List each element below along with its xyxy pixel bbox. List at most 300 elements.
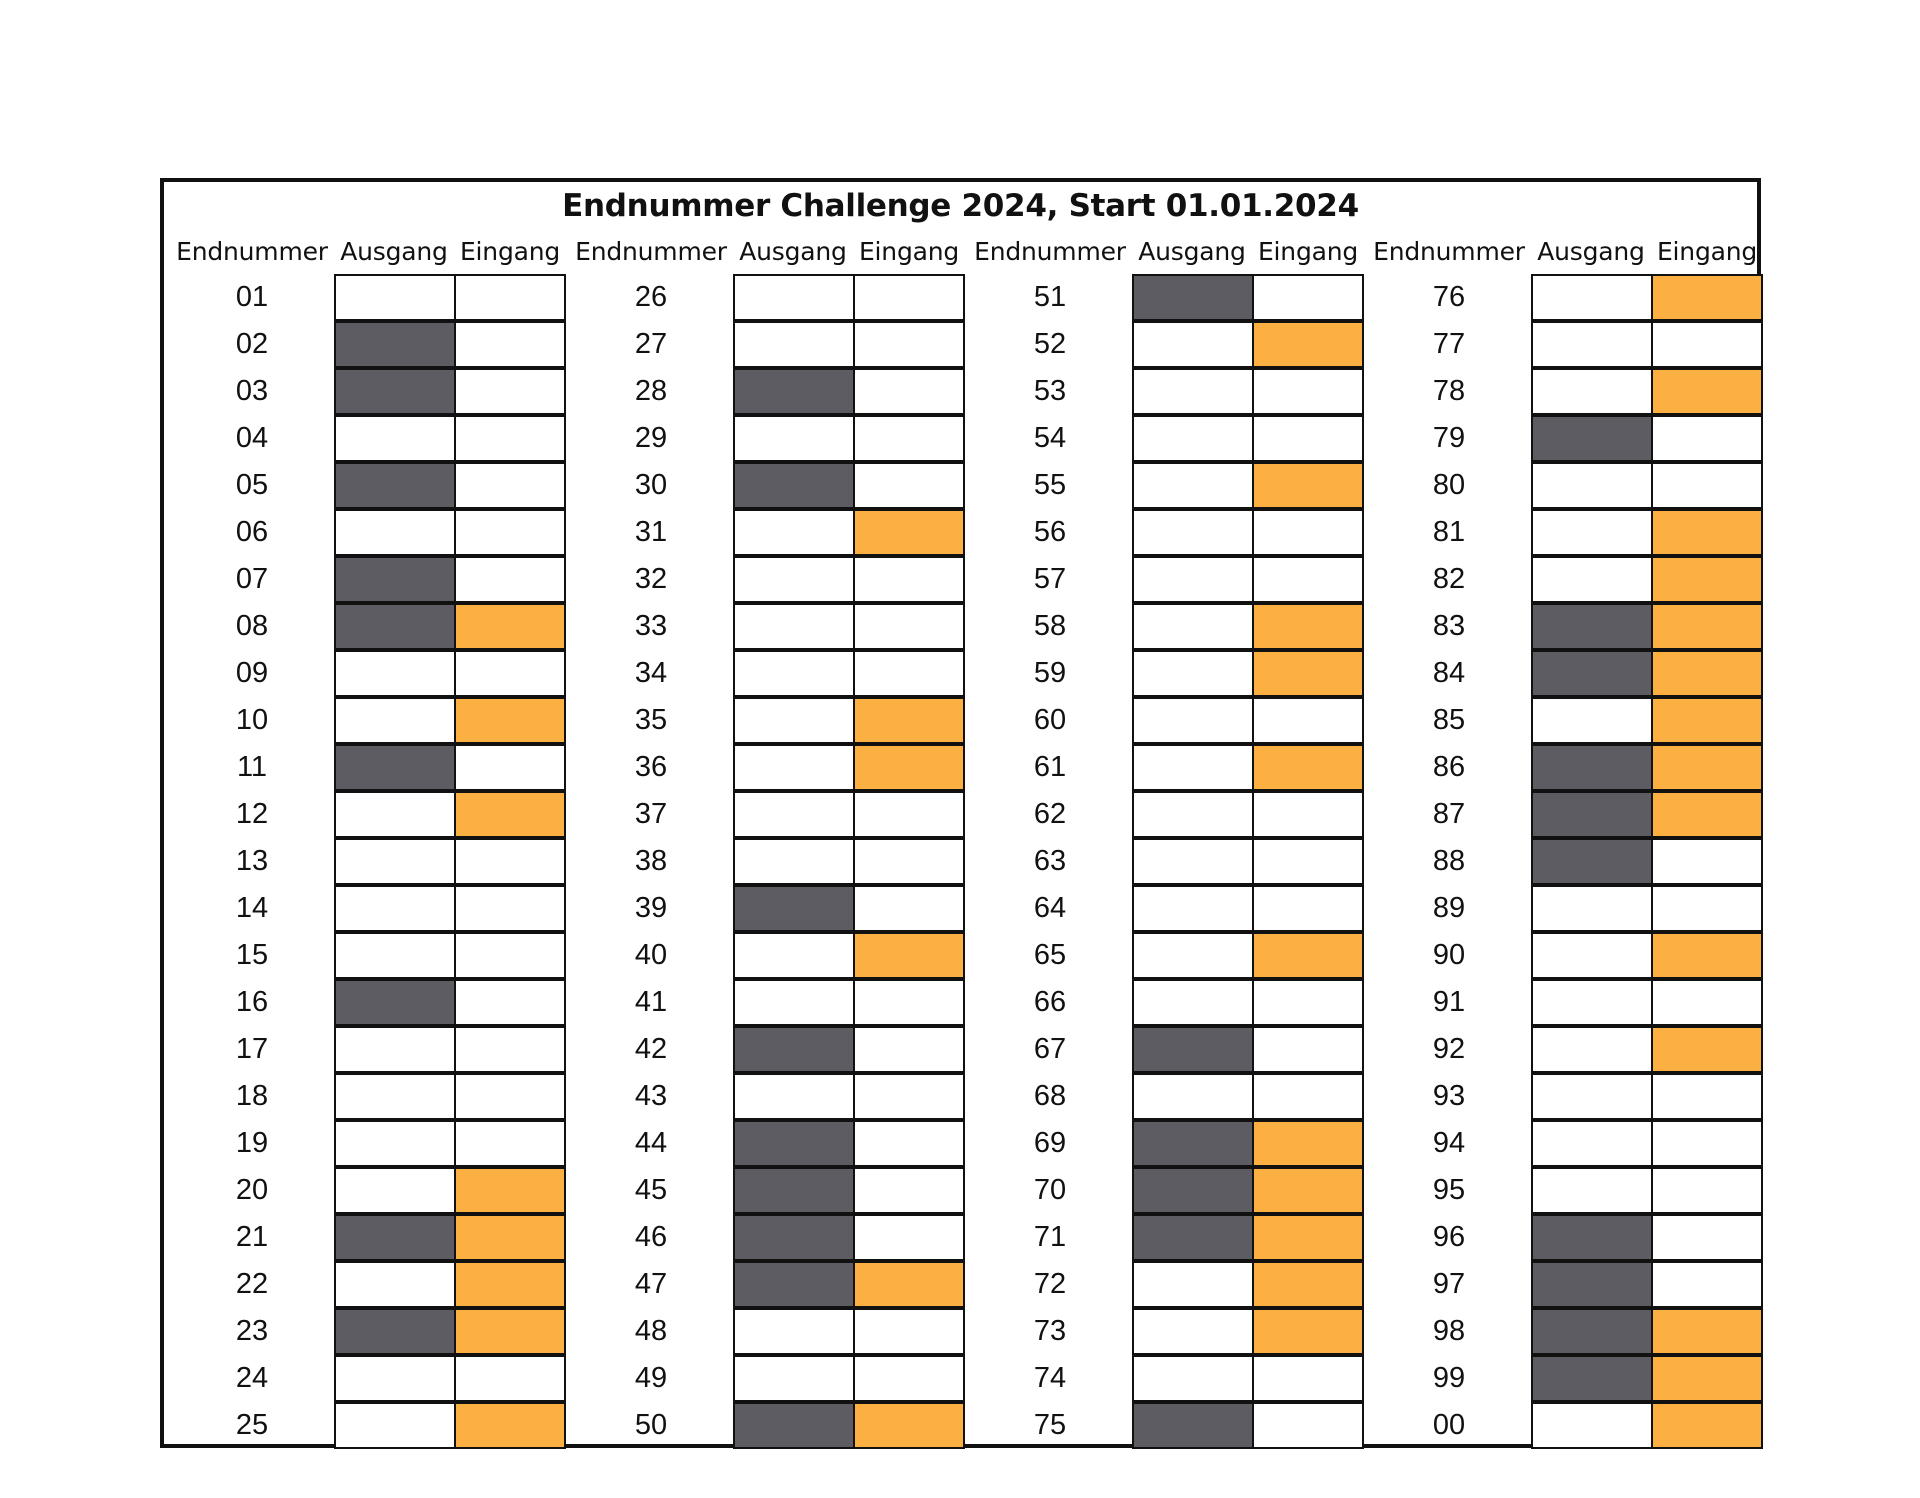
ausgang-cell [733,274,855,321]
endnummer-label: 76 [1432,281,1466,313]
endnummer-label: 67 [1033,1033,1067,1065]
ausgang-cell [1132,509,1254,556]
ausgang-cell [1531,697,1653,744]
ausgang-cell [733,791,855,838]
ausgang-cell [733,1214,855,1261]
column-header-ausgang: Ausgang [739,237,847,266]
eingang-cell [853,697,965,744]
endnummer-label: 03 [235,375,269,407]
ausgang-cell [334,321,456,368]
endnummer-label: 35 [634,704,668,736]
ausgang-cell [334,509,456,556]
ausgang-cell [733,462,855,509]
eingang-cell [1651,603,1763,650]
ausgang-cell [334,368,456,415]
ausgang-cell [334,979,456,1026]
ausgang-cell [733,1402,855,1449]
endnummer-label: 16 [235,986,269,1018]
ausgang-cell [1132,744,1254,791]
eingang-cell [454,744,566,791]
endnummer-label: 05 [235,469,269,501]
eingang-cell [1651,1355,1763,1402]
eingang-cell [853,838,965,885]
column-header-eingang: Eingang [459,237,561,266]
column-header-endnummer: Endnummer [974,237,1126,266]
ausgang-cell [334,1120,456,1167]
ausgang-cell [733,1026,855,1073]
eingang-cell [1252,1214,1364,1261]
endnummer-label: 71 [1033,1221,1067,1253]
ausgang-cell [1531,838,1653,885]
eingang-cell [1252,368,1364,415]
ausgang-cell [1132,556,1254,603]
ausgang-cell [334,1167,456,1214]
eingang-cell [1252,838,1364,885]
ausgang-cell [1132,1355,1254,1402]
eingang-cell [1252,1120,1364,1167]
eingang-cell [853,1308,965,1355]
endnummer-label: 58 [1033,610,1067,642]
eingang-cell [853,1261,965,1308]
endnummer-label: 74 [1033,1362,1067,1394]
endnummer-label: 50 [634,1409,668,1441]
eingang-cell [1252,1261,1364,1308]
ausgang-cell [1531,1261,1653,1308]
eingang-cell [1252,321,1364,368]
eingang-cell [853,368,965,415]
eingang-cell [1252,650,1364,697]
eingang-cell [454,368,566,415]
eingang-cell [1651,838,1763,885]
column-header-endnummer: Endnummer [176,237,328,266]
endnummer-label: 01 [235,281,269,313]
eingang-cell [1252,462,1364,509]
eingang-cell [1651,1167,1763,1214]
eingang-cell [853,744,965,791]
eingang-cell [1252,415,1364,462]
eingang-cell [1651,650,1763,697]
ausgang-cell [1531,744,1653,791]
endnummer-label: 07 [235,563,269,595]
endnummer-label: 36 [634,751,668,783]
eingang-cell [1651,697,1763,744]
endnummer-label: 98 [1432,1315,1466,1347]
ausgang-cell [1132,462,1254,509]
eingang-cell [454,321,566,368]
endnummer-label: 08 [235,610,269,642]
endnummer-label: 46 [634,1221,668,1253]
ausgang-cell [1132,932,1254,979]
eingang-cell [1252,556,1364,603]
eingang-cell [1651,1120,1763,1167]
eingang-cell [454,415,566,462]
eingang-cell [853,1214,965,1261]
eingang-cell [454,697,566,744]
ausgang-cell [733,1167,855,1214]
endnummer-label: 47 [634,1268,668,1300]
ausgang-cell [1531,509,1653,556]
endnummer-label: 79 [1432,422,1466,454]
ausgang-cell [1132,1214,1254,1261]
eingang-cell [853,462,965,509]
column-header-ausgang: Ausgang [1537,237,1645,266]
endnummer-label: 87 [1432,798,1466,830]
eingang-cell [853,603,965,650]
eingang-cell [1651,556,1763,603]
endnummer-label: 53 [1033,375,1067,407]
eingang-cell [1651,1261,1763,1308]
eingang-cell [853,556,965,603]
eingang-cell [1651,744,1763,791]
endnummer-label: 86 [1432,751,1466,783]
eingang-cell [1252,885,1364,932]
column-header-ausgang: Ausgang [1138,237,1246,266]
eingang-cell [853,1355,965,1402]
column-header-ausgang: Ausgang [340,237,448,266]
eingang-cell [454,1214,566,1261]
ausgang-cell [733,885,855,932]
endnummer-label: 66 [1033,986,1067,1018]
endnummer-label: 27 [634,328,668,360]
ausgang-cell [1531,650,1653,697]
eingang-cell [454,603,566,650]
ausgang-cell [733,650,855,697]
endnummer-label: 25 [235,1409,269,1441]
eingang-cell [454,1167,566,1214]
eingang-cell [1651,1308,1763,1355]
eingang-cell [1252,1355,1364,1402]
eingang-cell [1651,274,1763,321]
eingang-cell [454,509,566,556]
eingang-cell [853,1167,965,1214]
ausgang-cell [334,1402,456,1449]
ausgang-cell [1531,979,1653,1026]
ausgang-cell [334,838,456,885]
endnummer-label: 39 [634,892,668,924]
endnummer-label: 88 [1432,845,1466,877]
eingang-cell [454,462,566,509]
eingang-cell [1252,791,1364,838]
eingang-cell [1651,1026,1763,1073]
endnummer-label: 23 [235,1315,269,1347]
endnummer-label: 89 [1432,892,1466,924]
endnummer-label: 32 [634,563,668,595]
ausgang-cell [733,744,855,791]
eingang-cell [853,791,965,838]
endnummer-label: 69 [1033,1127,1067,1159]
endnummer-label: 34 [634,657,668,689]
eingang-cell [1252,979,1364,1026]
ausgang-cell [1132,1120,1254,1167]
endnummer-label: 64 [1033,892,1067,924]
eingang-cell [1252,1073,1364,1120]
ausgang-cell [334,415,456,462]
endnummer-label: 18 [235,1080,269,1112]
eingang-cell [454,838,566,885]
endnummer-label: 56 [1033,516,1067,548]
ausgang-cell [1531,932,1653,979]
endnummer-label: 06 [235,516,269,548]
endnummer-label: 37 [634,798,668,830]
ausgang-cell [1132,979,1254,1026]
endnummer-label: 70 [1033,1174,1067,1206]
endnummer-label: 29 [634,422,668,454]
eingang-cell [454,932,566,979]
ausgang-cell [733,603,855,650]
ausgang-cell [733,1261,855,1308]
endnummer-label: 19 [235,1127,269,1159]
ausgang-cell [1132,603,1254,650]
eingang-cell [1651,1214,1763,1261]
endnummer-label: 30 [634,469,668,501]
ausgang-cell [334,1261,456,1308]
ausgang-cell [1132,650,1254,697]
ausgang-cell [733,415,855,462]
ausgang-cell [334,1355,456,1402]
endnummer-label: 00 [1432,1409,1466,1441]
eingang-cell [853,1120,965,1167]
endnummer-label: 60 [1033,704,1067,736]
endnummer-label: 75 [1033,1409,1067,1441]
endnummer-label: 73 [1033,1315,1067,1347]
eingang-cell [853,509,965,556]
endnummer-label: 49 [634,1362,668,1394]
endnummer-label: 42 [634,1033,668,1065]
ausgang-cell [1531,1073,1653,1120]
eingang-cell [1252,1308,1364,1355]
ausgang-cell [1531,321,1653,368]
eingang-cell [853,274,965,321]
eingang-cell [1651,1073,1763,1120]
endnummer-label: 38 [634,845,668,877]
ausgang-cell [1132,838,1254,885]
eingang-cell [1252,697,1364,744]
ausgang-cell [1531,885,1653,932]
eingang-cell [1651,368,1763,415]
endnummer-label: 68 [1033,1080,1067,1112]
eingang-cell [454,274,566,321]
eingang-cell [1651,1402,1763,1449]
eingang-cell [454,1402,566,1449]
eingang-cell [853,415,965,462]
endnummer-label: 12 [235,798,269,830]
ausgang-cell [334,556,456,603]
eingang-cell [454,556,566,603]
endnummer-label: 78 [1432,375,1466,407]
eingang-cell [454,1026,566,1073]
ausgang-cell [1132,1073,1254,1120]
eingang-cell [1252,1026,1364,1073]
ausgang-cell [733,1073,855,1120]
eingang-cell [853,1073,965,1120]
ausgang-cell [1531,791,1653,838]
ausgang-cell [733,1120,855,1167]
eingang-cell [853,979,965,1026]
ausgang-cell [334,697,456,744]
eingang-cell [853,1402,965,1449]
eingang-cell [1252,1167,1364,1214]
eingang-cell [454,1355,566,1402]
ausgang-cell [1531,1214,1653,1261]
eingang-cell [454,1120,566,1167]
endnummer-label: 33 [634,610,668,642]
eingang-cell [454,979,566,1026]
endnummer-label: 13 [235,845,269,877]
endnummer-label: 31 [634,516,668,548]
eingang-cell [1651,509,1763,556]
eingang-cell [1651,462,1763,509]
endnummer-label: 85 [1432,704,1466,736]
eingang-cell [1651,979,1763,1026]
ausgang-cell [1531,1308,1653,1355]
ausgang-cell [733,1355,855,1402]
endnummer-label: 11 [236,751,268,783]
endnummer-label: 95 [1432,1174,1466,1206]
endnummer-label: 14 [235,892,269,924]
endnummer-label: 63 [1033,845,1067,877]
endnummer-label: 17 [235,1033,269,1065]
ausgang-cell [1531,556,1653,603]
ausgang-cell [1132,791,1254,838]
endnummer-label: 99 [1432,1362,1466,1394]
endnummer-label: 62 [1033,798,1067,830]
endnummer-label: 40 [634,939,668,971]
column-header-eingang: Eingang [858,237,960,266]
endnummer-label: 90 [1432,939,1466,971]
eingang-cell [1252,603,1364,650]
endnummer-label: 83 [1432,610,1466,642]
sheet-title: Endnummer Challenge 2024, Start 01.01.2024 [562,188,1359,224]
eingang-cell [454,791,566,838]
endnummer-label: 20 [235,1174,269,1206]
ausgang-cell [1132,415,1254,462]
column-header-eingang: Eingang [1656,237,1758,266]
endnummer-label: 93 [1432,1080,1466,1112]
ausgang-cell [733,979,855,1026]
eingang-cell [454,1308,566,1355]
ausgang-cell [1531,274,1653,321]
ausgang-cell [334,1214,456,1261]
ausgang-cell [1531,603,1653,650]
eingang-cell [853,650,965,697]
eingang-cell [1252,509,1364,556]
eingang-cell [853,321,965,368]
eingang-cell [1651,885,1763,932]
endnummer-label: 04 [235,422,269,454]
endnummer-label: 21 [235,1221,269,1253]
ausgang-cell [1531,1355,1653,1402]
ausgang-cell [334,1073,456,1120]
ausgang-cell [1132,885,1254,932]
endnummer-label: 94 [1432,1127,1466,1159]
endnummer-label: 44 [634,1127,668,1159]
eingang-cell [1651,321,1763,368]
column-header-endnummer: Endnummer [575,237,727,266]
eingang-cell [853,932,965,979]
ausgang-cell [334,791,456,838]
endnummer-label: 80 [1432,469,1466,501]
ausgang-cell [1531,415,1653,462]
eingang-cell [1252,274,1364,321]
endnummer-label: 02 [235,328,269,360]
endnummer-label: 97 [1432,1268,1466,1300]
ausgang-cell [1132,368,1254,415]
eingang-cell [853,1026,965,1073]
endnummer-label: 24 [235,1362,269,1394]
endnummer-label: 72 [1033,1268,1067,1300]
ausgang-cell [733,697,855,744]
ausgang-cell [1531,1120,1653,1167]
eingang-cell [853,885,965,932]
ausgang-cell [1132,697,1254,744]
ausgang-cell [334,650,456,697]
ausgang-cell [334,885,456,932]
endnummer-label: 55 [1033,469,1067,501]
endnummer-label: 51 [1033,281,1067,313]
ausgang-cell [334,462,456,509]
ausgang-cell [1132,321,1254,368]
ausgang-cell [1531,1402,1653,1449]
endnummer-label: 77 [1432,328,1466,360]
ausgang-cell [334,274,456,321]
challenge-sheet [160,178,1761,1448]
eingang-cell [454,1261,566,1308]
ausgang-cell [1132,1308,1254,1355]
endnummer-label: 48 [634,1315,668,1347]
ausgang-cell [733,509,855,556]
endnummer-label: 59 [1033,657,1067,689]
endnummer-label: 41 [634,986,668,1018]
eingang-cell [1651,791,1763,838]
ausgang-cell [1132,1402,1254,1449]
endnummer-label: 65 [1033,939,1067,971]
endnummer-label: 10 [235,704,269,736]
ausgang-cell [334,603,456,650]
ausgang-cell [733,932,855,979]
ausgang-cell [1531,368,1653,415]
ausgang-cell [733,838,855,885]
endnummer-label: 81 [1432,516,1466,548]
ausgang-cell [1132,274,1254,321]
eingang-cell [1252,932,1364,979]
endnummer-label: 15 [235,939,269,971]
column-header-eingang: Eingang [1257,237,1359,266]
ausgang-cell [1531,1167,1653,1214]
eingang-cell [454,650,566,697]
column-header-endnummer: Endnummer [1373,237,1525,266]
ausgang-cell [334,932,456,979]
ausgang-cell [1531,1026,1653,1073]
endnummer-label: 26 [634,281,668,313]
ausgang-cell [733,321,855,368]
ausgang-cell [334,1026,456,1073]
endnummer-label: 82 [1432,563,1466,595]
endnummer-label: 84 [1432,657,1466,689]
endnummer-label: 43 [634,1080,668,1112]
endnummer-label: 54 [1033,422,1067,454]
endnummer-label: 91 [1432,986,1466,1018]
endnummer-label: 28 [634,375,668,407]
eingang-cell [1651,415,1763,462]
eingang-cell [1252,1402,1364,1449]
endnummer-label: 57 [1033,563,1067,595]
ausgang-cell [733,368,855,415]
endnummer-label: 45 [634,1174,668,1206]
ausgang-cell [334,744,456,791]
endnummer-label: 92 [1432,1033,1466,1065]
endnummer-label: 09 [235,657,269,689]
endnummer-label: 61 [1033,751,1067,783]
